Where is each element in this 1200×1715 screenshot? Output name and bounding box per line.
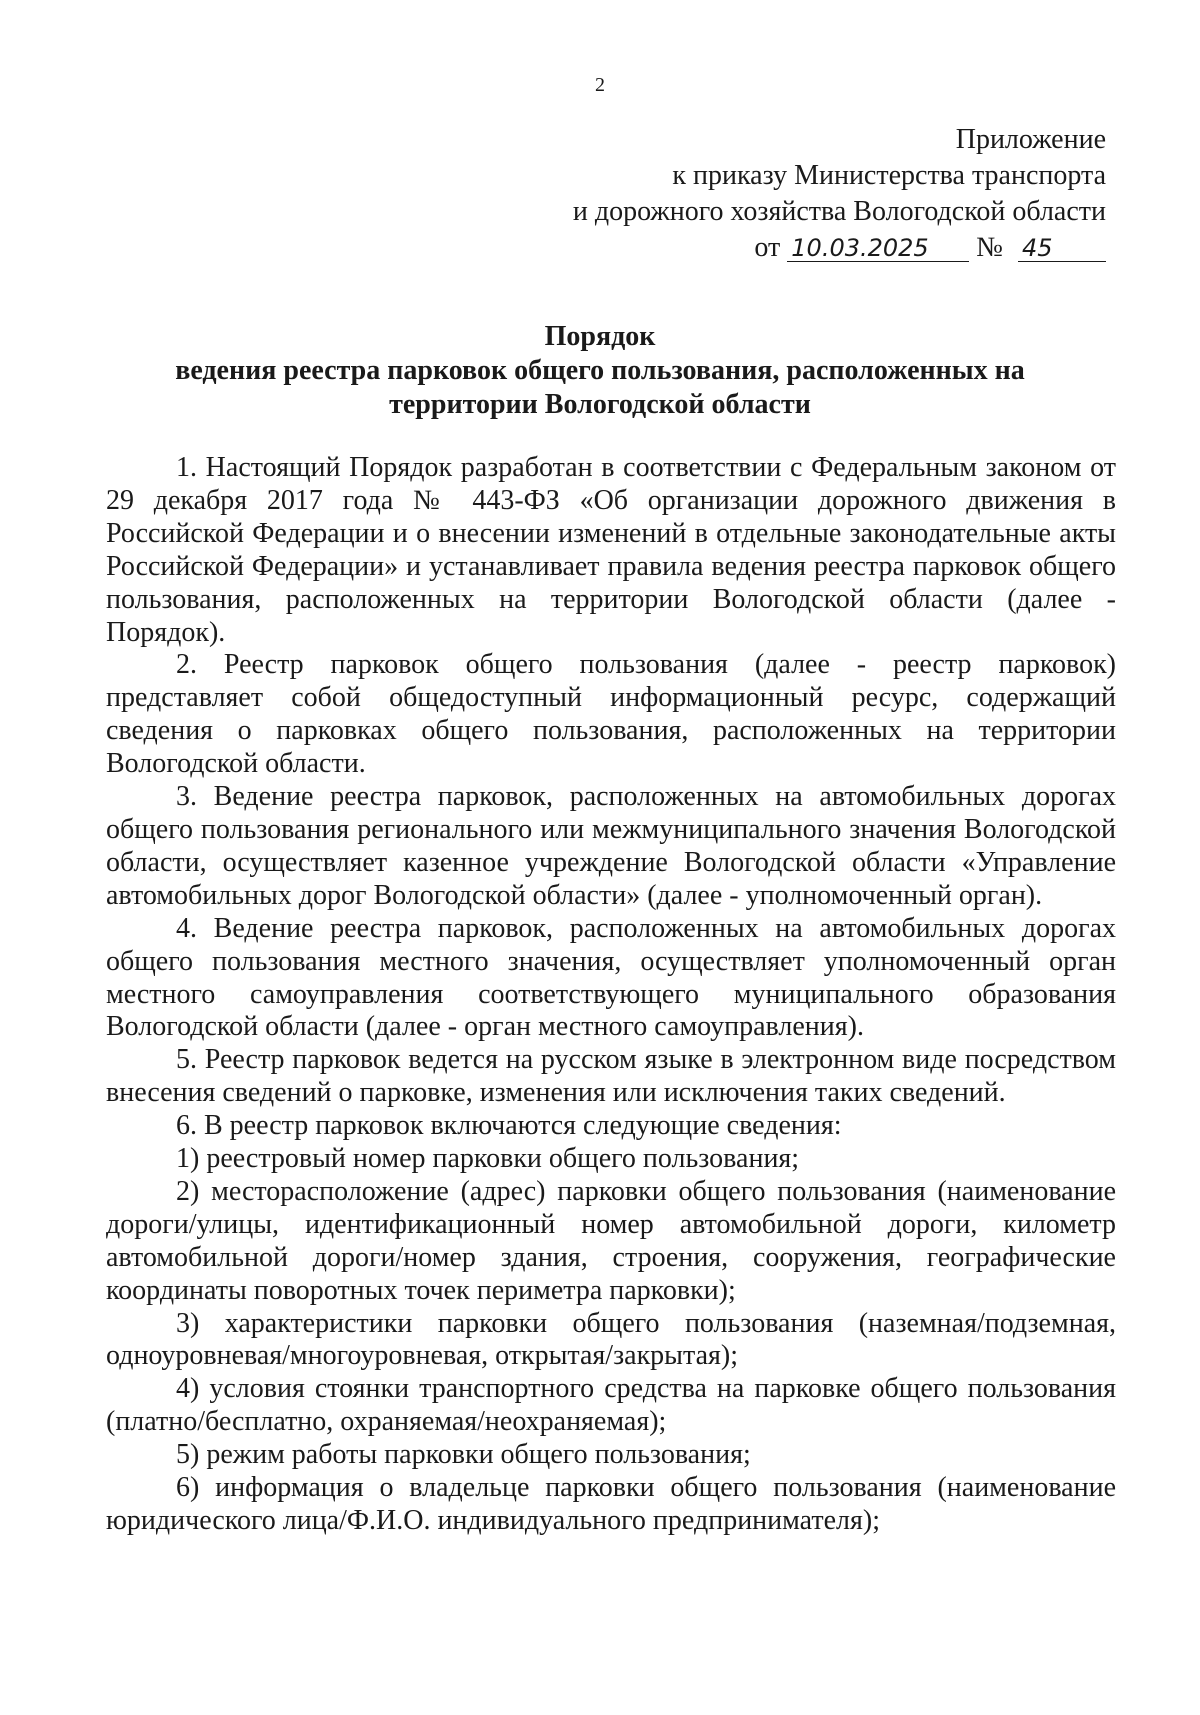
list-item-1: 1) реестровый номер парковки общего пользования; — [176, 1143, 800, 1175]
title-line-2: ведения реестра парковок общего пользования, расположенных на — [175, 355, 1025, 386]
paragraph-1: 1. Настоящий Порядок разработан в соответствии с Федеральным законом от 29 декабря 2017 года № 443-ФЗ «Об организации дорожного движения в Российской Федерации и о внесении изменений в отдельные законодательные акты Российской Федерации» и устанавливает правила ведения реестра парковок общего пользования, расположенных на территории Вологодской области (далее - Порядок). — [106, 452, 1116, 648]
title-line-3: территории Вологодской области — [389, 389, 811, 420]
paragraph-6: 6. В реестр парковок включаются следующие сведения: — [176, 1110, 842, 1142]
handwritten-number: 45 — [1018, 235, 1106, 262]
paragraph-2: 2. Реестр парковок общего пользования (далее - реестр парковок) представляет собой общедоступный информационный ресурс, содержащий сведения о парковках общего пользования, расположенных на территории Вологодской области. — [106, 649, 1116, 780]
list-item-3: 3) характеристики парковки общего пользования (наземная/подземная, одноуровневая/многоуровневая, открытая/закрытая); — [106, 1307, 1116, 1372]
paragraph-5: 5. Реестр парковок ведется на русском языке в электронном виде посредством внесения сведений о парковке, изменения или исключения таких сведений. — [106, 1044, 1116, 1109]
handwritten-date: 10.03.2025 — [787, 235, 969, 262]
annex-ministry: и дорожного хозяйства Вологодской области — [572, 196, 1106, 227]
date-prefix: от — [754, 232, 781, 263]
annex-date-number — [573, 230, 1106, 266]
document-title — [100, 320, 1100, 422]
number-sign: № — [976, 232, 1003, 263]
paragraph-4: 4. Ведение реестра парковок, расположенных на автомобильных дорогах общего пользования местного значения, осуществляет уполномоченный орган местного самоуправления соответствующего муниципального образования Вологодской области (далее - орган местного самоуправления). — [106, 912, 1116, 1043]
annex-header — [573, 122, 1106, 266]
title-line-1: Порядок — [544, 321, 656, 352]
list-item-4: 4) условия стоянки транспортного средства на парковке общего пользования (платно/бесплатно, охраняемая/неохраняемая); — [106, 1373, 1116, 1438]
page-number: 2 — [595, 74, 605, 96]
paragraph-3: 3. Ведение реестра парковок, расположенных на автомобильных дорогах общего пользования регионального или межмуниципального значения Вологодской области, осуществляет казенное учреждение Вологодской области «Управление автомобильных дорог Вологодской области» (далее - уполномоченный орган). — [106, 781, 1116, 911]
annex-order-ref: к приказу Министерства транспорта — [672, 160, 1106, 191]
list-item-6: 6) информация о владельце парковки общего пользования (наименование юридического лица/Ф.И.О. индивидуального предпринимателя); — [106, 1472, 1116, 1536]
annex-title: Приложение — [955, 124, 1106, 155]
list-item-2: 2) месторасположение (адрес) парковки общего пользования (наименование дороги/улицы, идентификационный номер автомобильной дороги, километр автомобильной дороги/номер здания, строения, сооружения, географические координаты поворотных точек периметра парковки); — [106, 1175, 1116, 1306]
document-body — [106, 452, 1116, 1538]
list-item-5: 5) режим работы парковки общего пользования; — [176, 1439, 751, 1471]
